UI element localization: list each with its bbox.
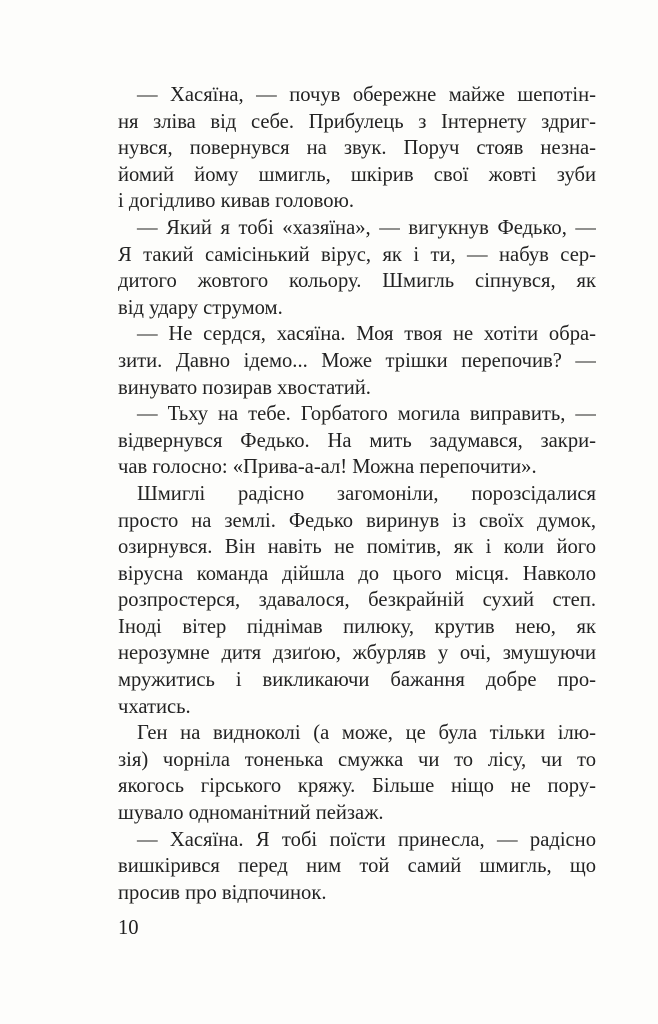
text-line: Шмиглі радісно загомоніли, порозсідалися [137,482,596,505]
text-line: винувато позирав хвостатий. [118,376,371,399]
text-line: розпростерся, здавалося, безкрайній сухий степ. [118,589,596,612]
text-line: — Хасяїна, — почув обережне майже шепотін- [137,84,596,106]
page-number: 10 [118,917,139,939]
text-line: — Хасяїна. Я тобі поїсти принесла, — радісно [137,828,596,851]
text-line: і догідливо кивав головою. [118,190,355,213]
text-line: — Не сердся, хасяїна. Моя твоя не хотіти обра- [137,323,596,346]
text-line: йомий йому шмигль, шкірив свої жовті зуби [118,163,596,186]
page-body-text [118,82,596,906]
text-line: просив про відпочинок. [118,881,327,904]
text-line: просто на землі. Федько виринув із своїх думок, [118,509,596,532]
text-line: зія) чорніла тоненька смужка чи то лісу, чи то [118,748,596,771]
text-line: — Тьху на тебе. Горбатого могила виправить, — [137,403,596,426]
text-line: дитого жовтого кольору. Шмигль сіпнувся, як [118,270,596,293]
text-line: шувало одноманітний пейзаж. [118,802,384,825]
text-line: вірусна команда дійшла до цього місця. Навколо [118,562,596,585]
text-line: чав голосно: «Прива-а-ал! Можна перепочити». [118,456,537,479]
text-line: нерозумне дитя дзиґою, жбурляв у очі, змушуючи [118,642,596,665]
text-line: вишкірився перед ним той самий шмигль, що [118,855,596,878]
text-line: озирнувся. Він навіть не помітив, як і коли його [118,536,596,559]
text-line: мружитись і викликаючи бажання добре про- [118,669,596,692]
text-line: відвернувся Федько. На мить задумався, закри- [118,429,596,452]
text-line: нувся, повернувся на звук. Поруч стояв незна- [118,137,596,160]
text-line: Ген на видноколі (а може, це була тільки ілю- [137,722,596,745]
text-line: чхатись. [118,695,191,718]
text-line: зити. Давно ідемо... Може трішки перепочив? — [118,349,596,372]
text-line: якогось гірського кряжу. Більше ніщо не пору- [118,775,596,798]
text-line: — Який я тобі «хазяїна», — вигукнув Федько, — [137,216,596,239]
text-line: від удару струмом. [118,296,283,319]
text-line: Іноді вітер піднімав пилюку, крутив нею, як [118,615,596,638]
text-line: Я такий самісінький вірус, як і ти, — набув сер- [118,243,596,266]
text-line: ня зліва від себе. Прибулець з Інтернету здриг- [118,110,596,133]
